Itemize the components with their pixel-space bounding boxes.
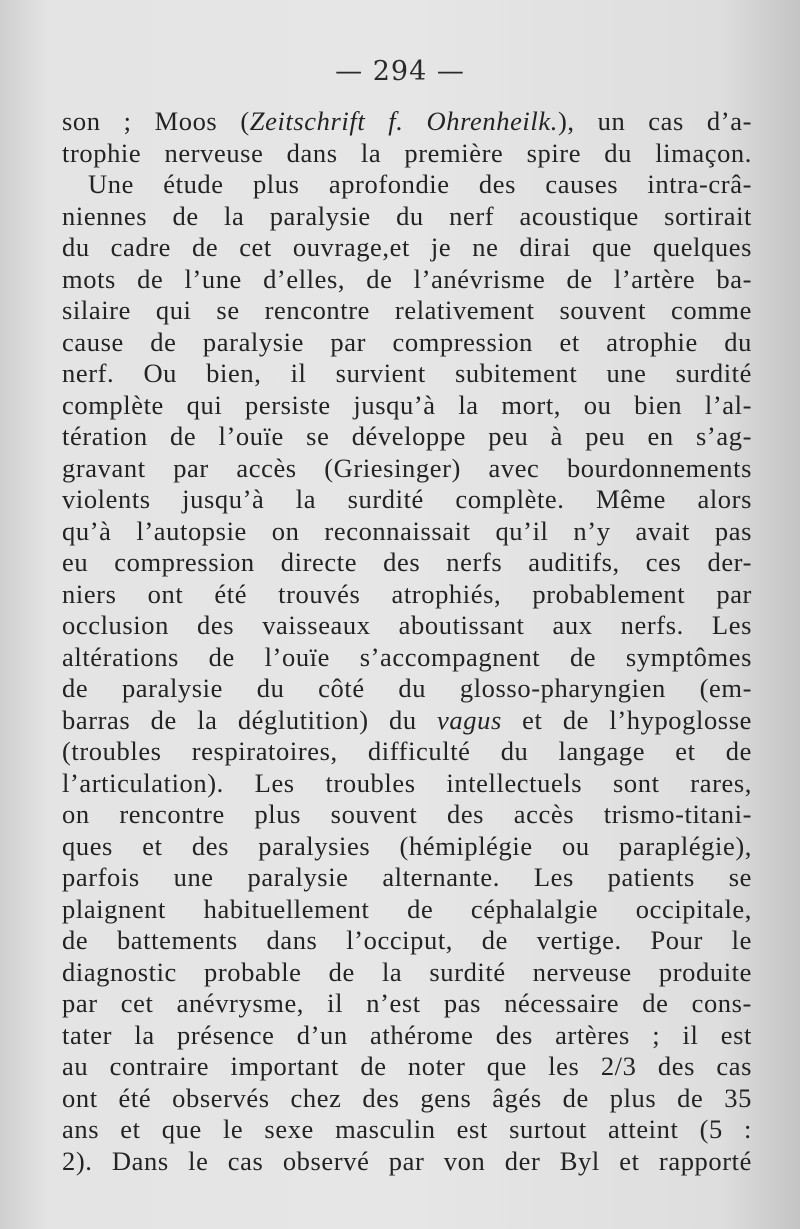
text-run: du cadre de cet ouvrage,et je ne dirai que quelques xyxy=(62,232,752,262)
text-run: barras de la déglutition) du xyxy=(62,704,438,735)
text-run: ), un cas d’a- xyxy=(557,106,752,136)
text-line xyxy=(62,957,752,989)
text-run: trophie nerveuse dans la première spire du limaçon. xyxy=(62,137,752,168)
text-run: altérations de l’ouïe s’accompagnent de symptômes xyxy=(62,641,752,672)
text-run: ans et que le sexe masculin est surtout atteint (5 : xyxy=(62,1114,752,1144)
text-line xyxy=(62,327,752,359)
text-run: ques et des paralysies (hémiplégie ou paraplégie), xyxy=(62,830,752,861)
text-line xyxy=(62,516,752,548)
text-run: diagnostic probable de la surdité nerveuse produite xyxy=(62,956,752,987)
text-line xyxy=(62,295,752,327)
text-line xyxy=(62,673,752,705)
text-line xyxy=(62,1083,752,1115)
text-run: qu’à l’autopsie on reconnaissait qu’il n’y avait pas xyxy=(62,515,752,546)
text-line xyxy=(62,831,752,863)
text-run: parfois une paralysie alternante. Les patients se xyxy=(62,862,752,892)
text-line xyxy=(62,610,752,642)
text-run: (troubles respiratoires, difficulté du langage et de xyxy=(62,736,752,766)
text-run: niers ont été trouvés atrophiés, probablement par xyxy=(62,578,752,609)
text-run: tater la présence d’un athérome des artères ; il est xyxy=(62,1019,752,1050)
text-run: ont été observés chez des gens âgés de plus de 35 xyxy=(62,1082,752,1113)
text-line xyxy=(62,894,752,926)
text-run: de battements dans l’occiput, de vertige. Pour le xyxy=(62,925,752,955)
text-line xyxy=(62,768,752,800)
text-run: nerf. Ou bien, il survient subitement une surdité xyxy=(62,358,752,388)
text-run: l’articulation). Les troubles intellectuels sont rares, xyxy=(62,767,752,798)
text-line xyxy=(62,358,752,390)
text-run: plaignent habituellement de céphalalgie occipitale, xyxy=(62,893,752,924)
text-run: par cet anévrysme, il n’est pas nécessaire de cons- xyxy=(62,988,752,1018)
text-line xyxy=(62,390,752,422)
text-run: cause de paralysie par compression et atrophie du xyxy=(62,326,752,357)
text-line xyxy=(62,421,752,453)
text-run: tération de l’ouïe se développe peu à peu en s’ag- xyxy=(62,421,752,451)
text-line xyxy=(62,1114,752,1146)
text-line xyxy=(62,201,752,233)
text-line xyxy=(62,988,752,1020)
text-line xyxy=(62,736,752,768)
text-run: Une étude plus aprofondie des causes intra-crâ- xyxy=(88,169,752,199)
text-line xyxy=(62,925,752,957)
italic-text: vagus xyxy=(437,704,502,735)
text-line xyxy=(62,1020,752,1052)
text-line xyxy=(62,138,752,170)
text-run: silaire qui se rencontre relativement souvent comme xyxy=(62,295,752,325)
text-line xyxy=(62,484,752,516)
text-line xyxy=(62,862,752,894)
text-run: complète qui persiste jusqu’à la mort, ou bien l’al- xyxy=(62,389,752,420)
text-line xyxy=(62,579,752,611)
text-line xyxy=(62,106,752,138)
text-run: gravant par accès (Griesinger) avec bourdonnements xyxy=(62,452,752,483)
text-run: eu compression directe des nerfs auditifs, ces der- xyxy=(62,547,752,577)
text-line xyxy=(62,232,752,264)
text-line xyxy=(62,799,752,831)
text-run: occlusion des vaisseaux aboutissant aux nerfs. Les xyxy=(62,610,752,640)
text-run: mots de l’une d’elles, de l’anévrisme de l’artère ba- xyxy=(62,263,752,294)
text-run: de paralysie du côté du glosso-pharyngien (em- xyxy=(62,673,752,703)
text-line xyxy=(62,642,752,674)
text-line xyxy=(62,453,752,485)
text-line xyxy=(62,1051,752,1083)
text-run: au contraire important de noter que les 2/3 des cas xyxy=(62,1051,752,1081)
text-line xyxy=(62,705,752,737)
text-run: 2). Dans le cas observé par von der Byl et rapporté xyxy=(62,1145,752,1176)
text-run: niennes de la paralysie du nerf acoustique sortirait xyxy=(62,200,752,231)
text-run: son ; Moos ( xyxy=(62,106,250,136)
text-run: et de l’hypoglosse xyxy=(501,704,752,735)
italic-text: Zeitschrift f. Ohrenheilk. xyxy=(249,106,558,136)
text-run: on rencontre plus souvent des accès trismo-titani- xyxy=(62,799,752,829)
text-line xyxy=(62,169,752,201)
text-run: violents jusqu’à la surdité complète. Même alors xyxy=(62,484,752,514)
text-line xyxy=(62,264,752,296)
page-number: — 294 — xyxy=(335,56,465,87)
text-line xyxy=(62,547,752,579)
text-line xyxy=(62,1146,752,1178)
body-text xyxy=(62,106,752,1177)
